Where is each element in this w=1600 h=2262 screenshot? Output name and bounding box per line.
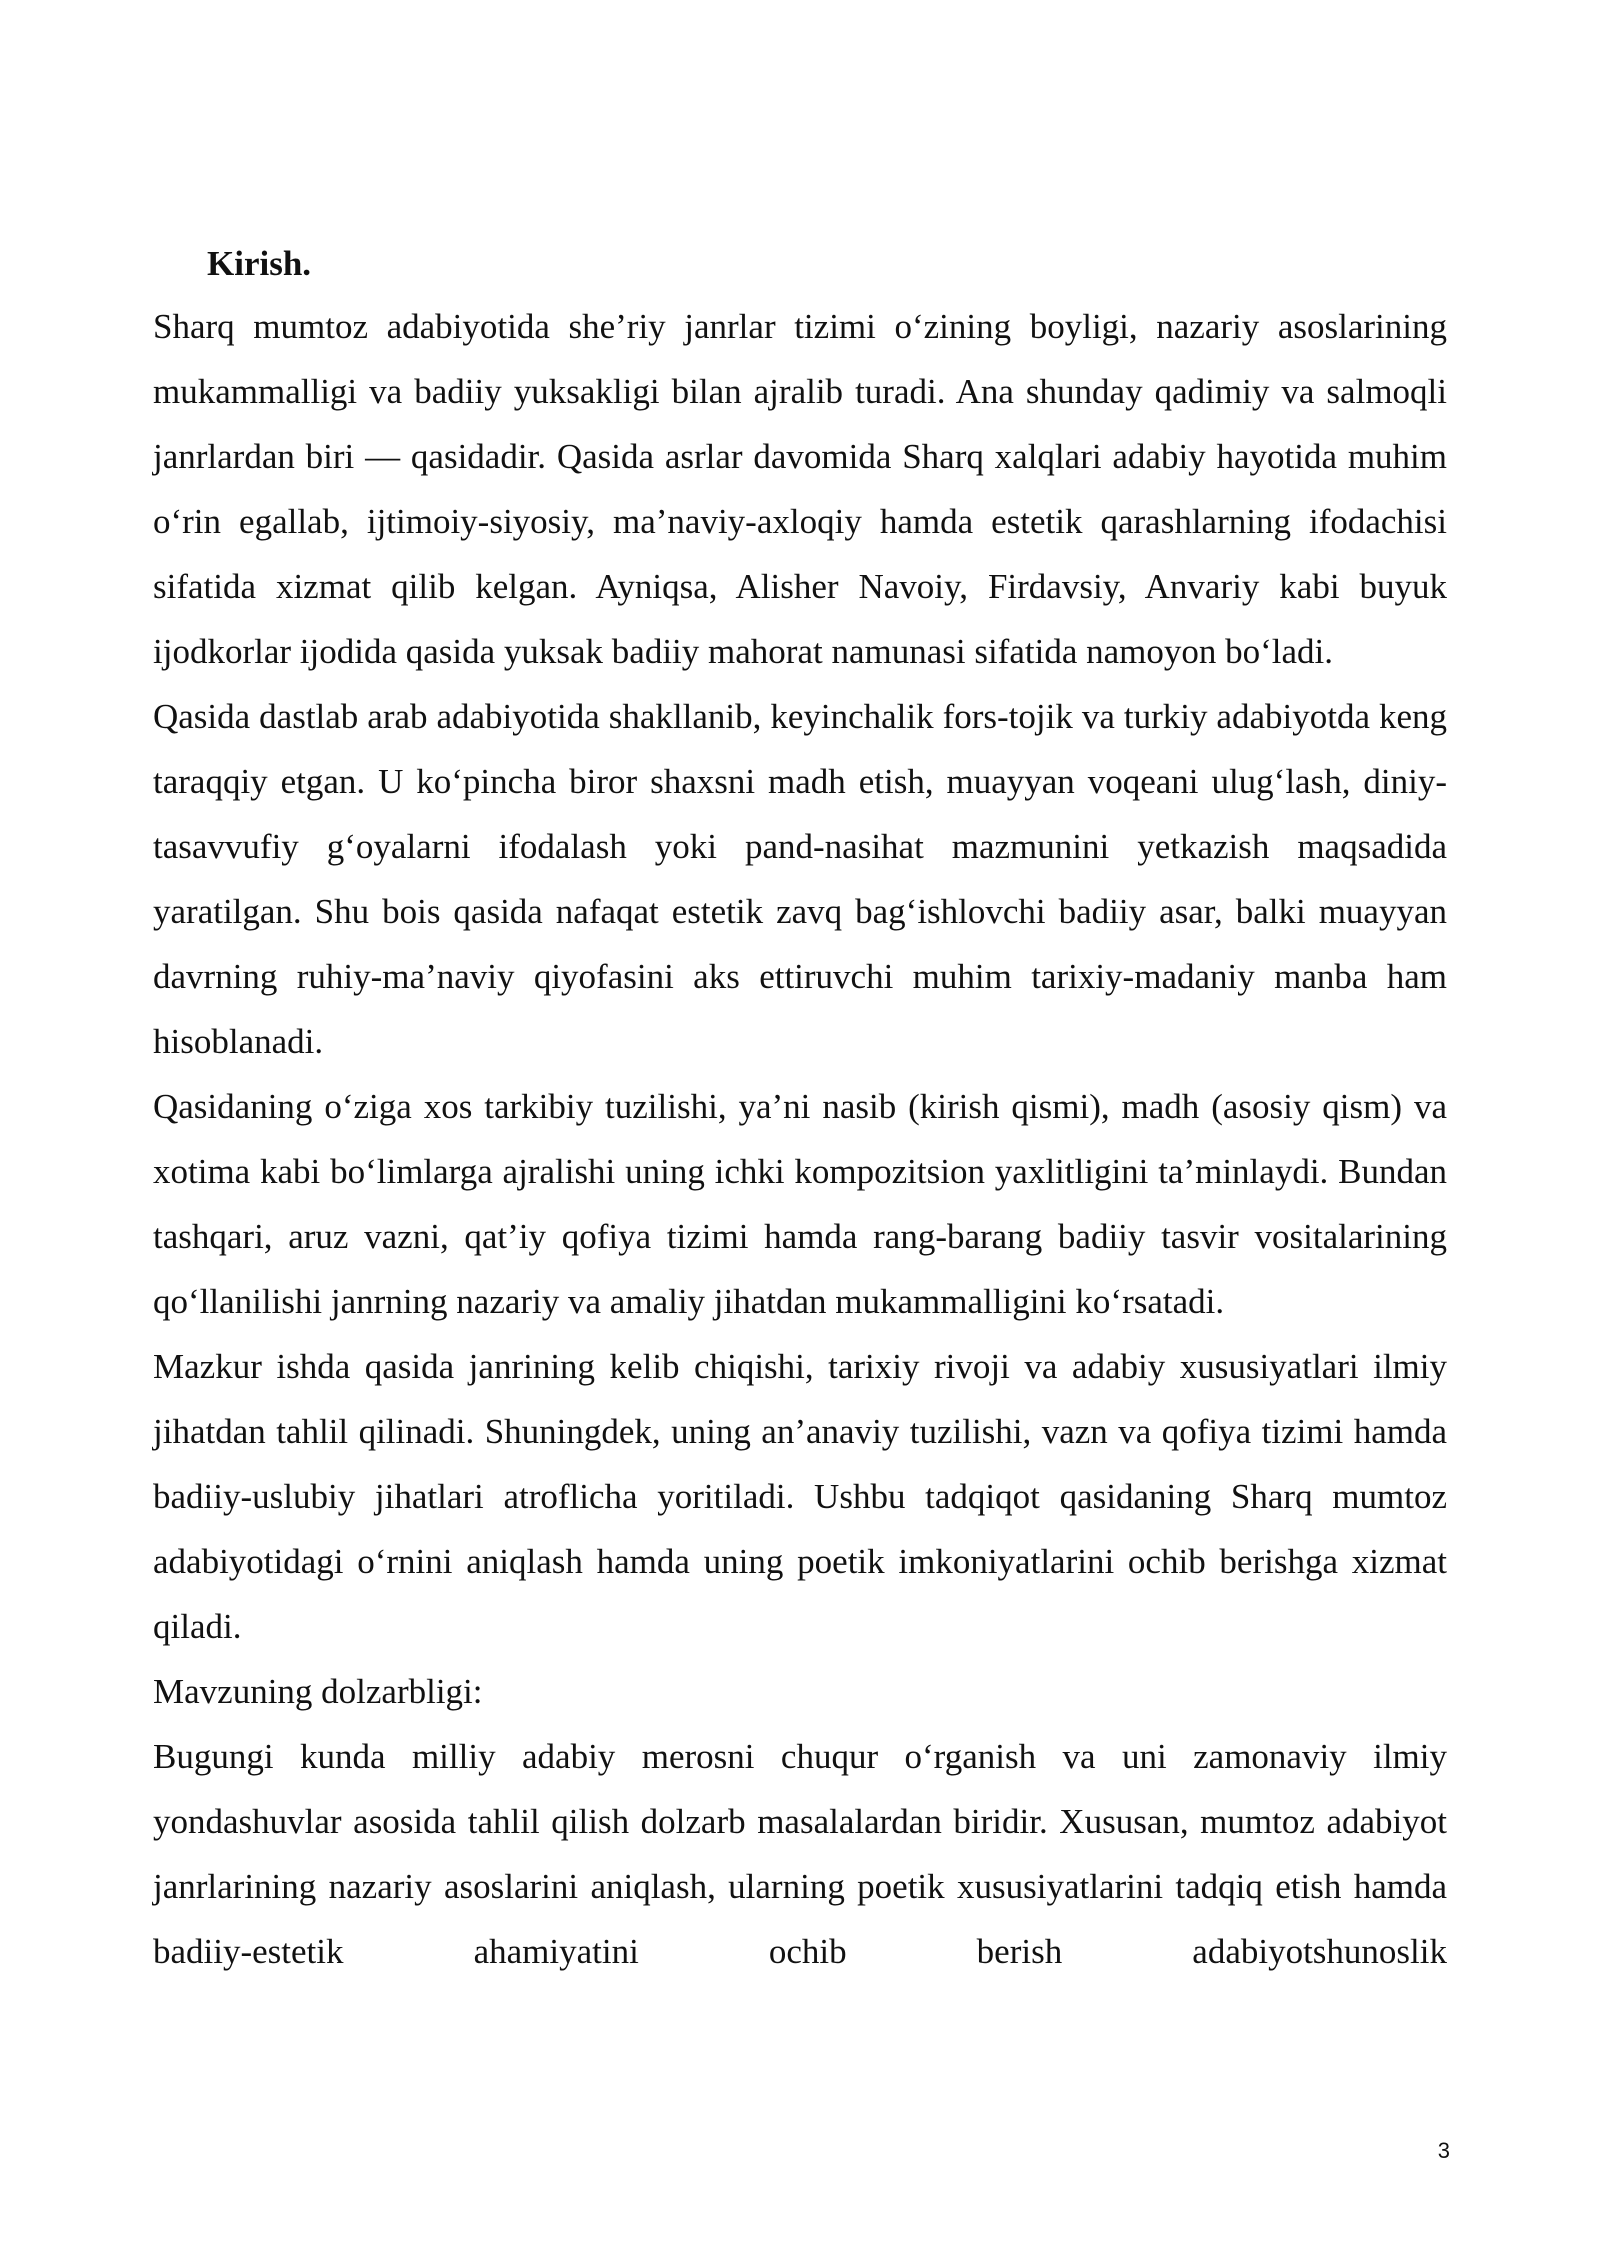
- paragraph: Sharq mumtoz adabiyotida she’riy janrlar tizimi o‘zining boyligi, nazariy asoslarining mukammalligi va badiiy yuksakligi bilan ajralib turadi. Ana shunday qadimiy va salmoqli janrlardan biri — qasidadir. Qasida asrlar davomida Sharq xalqlari adabiy hayotida muhim o‘rin egallab, ijtimoiy-siyosiy, ma’naviy-axloqiy hamda estetik qarashlarning ifodachisi sifatida xizmat qilib kelgan. Ayniqsa, Alisher Navoiy, Firdavsiy, Anvariy kabi buyuk ijodkorlar ijodida qasida yuksak badiiy mahorat namunasi sifatida namoyon bo‘ladi.: [153, 307, 1447, 671]
- subheading: Mavzuning dolzarbligi:: [153, 1672, 483, 1711]
- paragraph: Qasida dastlab arab adabiyotida shakllanib, keyinchalik fors-tojik va turkiy adabiyotda keng taraqqiy etgan. U ko‘pincha biror shaxsni madh etish, muayyan voqeani ulug‘lash, diniy-tasavvufiy g‘oyalarni ifodalash yoki pand-nasihat mazmunini yetkazish maqsadida yaratilgan. Shu bois qasida nafaqat estetik zavq bag‘ishlovchi badiiy asar, balki muayyan davrning ruhiy-ma’naviy qiyofasini aks ettiruvchi muhim tarixiy-madaniy manba ham hisoblanadi.: [153, 697, 1447, 1061]
- page-number: 3: [1437, 2138, 1450, 2163]
- paragraph: Mazkur ishda qasida janrining kelib chiqishi, tarixiy rivoji va adabiy xususiyatlari ilmiy jihatdan tahlil qilinadi. Shuningdek, uning an’anaviy tuzilishi, vazn va qofiya tizimi hamda badiiy-uslubiy jihatlari atroflicha yoritiladi. Ushbu tadqiqot qasidaning Sharq mumtoz adabiyotidagi o‘rnini aniqlash hamda uning poetik imkoniyatlarini ochib berishga xizmat qiladi.: [153, 1347, 1447, 1646]
- body-text: [153, 294, 1447, 1984]
- section-heading: Kirish.: [207, 244, 312, 283]
- paragraph: Bugungi kunda milliy adabiy merosni chuqur o‘rganish va uni zamonaviy ilmiy yondashuvlar asosida tahlil qilish dolzarb masalalardan biridir. Xususan, mumtoz adabiyot janrlarining nazariy asoslarini aniqlash, ularning poetik xususiyatlarini tadqiq etish hamda badiiy-estetik ahamiyatini ochib berish adabiyotshunoslik: [153, 1737, 1447, 1971]
- paragraph: Qasidaning o‘ziga xos tarkibiy tuzilishi, ya’ni nasib (kirish qismi), madh (asosiy qism) va xotima kabi bo‘limlarga ajralishi uning ichki kompozitsion yaxlitligini ta’minlaydi. Bundan tashqari, aruz vazni, qat’iy qofiya tizimi hamda rang-barang badiiy tasvir vositalarining qo‘llanilishi janrning nazariy va amaliy jihatdan mukammalligini ko‘rsatadi.: [153, 1087, 1447, 1321]
